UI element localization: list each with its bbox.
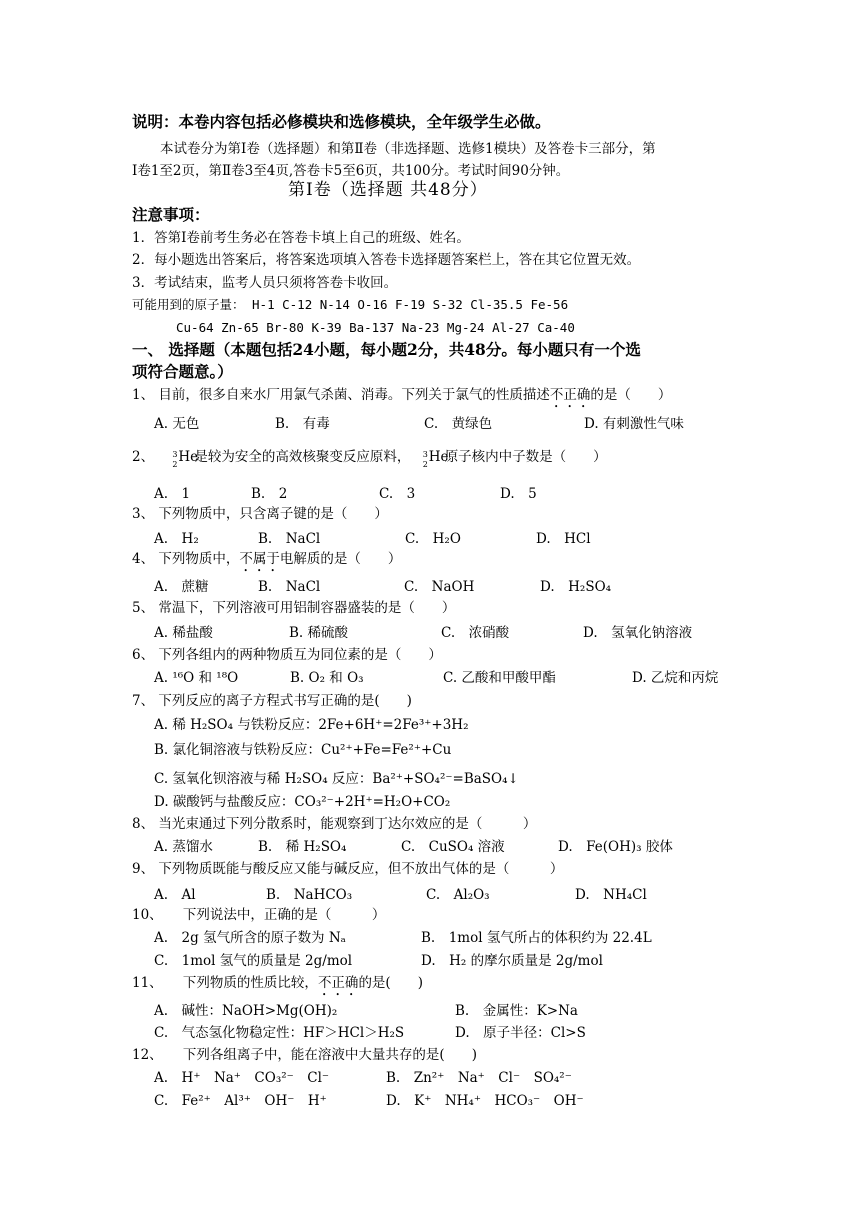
q5-option-d: D. 氢氧化钠溶液 xyxy=(583,625,693,641)
q10-option-b: B. 1mol 氢气所占的体积约为 22.4L xyxy=(421,930,652,946)
atomic-mass-line-2: Cu-64 Zn-65 Br-80 K-39 Ba-137 Na-23 Mg-24 Al-27 Ca-40 xyxy=(176,320,575,335)
question-2 xyxy=(132,448,607,469)
question-12: 12、 下列各组离子中，能在溶液中大量共存的是( ) xyxy=(132,1047,477,1063)
q3-option-c: C. H₂O xyxy=(405,531,461,547)
q6-option-a: A. ¹⁶O 和 ¹⁸O xyxy=(154,670,239,686)
q3-option-a: A. H₂ xyxy=(154,531,199,547)
q2-option-a: A. 1 xyxy=(154,486,191,502)
q12-option-a: A. H⁺ Na⁺ CO₃²⁻ Cl⁻ xyxy=(154,1070,330,1086)
q4-text-end: 电解质的是（ ） xyxy=(279,551,402,567)
q3-option-d: D. HCl xyxy=(536,531,591,547)
q4-option-c: C. NaOH xyxy=(404,579,475,595)
question-1 xyxy=(132,386,671,411)
section-title: 第Ⅰ卷（选择题 共48分） xyxy=(288,180,488,200)
question-11 xyxy=(132,974,423,999)
q8-option-c: C. CuSO₄ 溶液 xyxy=(401,839,505,855)
q7-option-c: C. 氢氧化钡溶液与稀 H₂SO₄ 反应：Ba²⁺+SO₄²⁻=BaSO₄↓ xyxy=(154,771,519,787)
part-one-heading: 一、 选择题（本题包括24小题，每小题2分，共48分。每小题只有一个选 xyxy=(132,340,641,359)
q11-option-d: D. 原子半径：Cl>S xyxy=(455,1025,586,1041)
q7-option-a: A. 稀 H₂SO₄ 与铁粉反应：2Fe+6H⁺=2Fe³⁺+3H₂ xyxy=(154,717,469,733)
question-4 xyxy=(132,550,401,575)
q10-option-a: A. 2g 氢气所含的原子数为 Nₐ xyxy=(154,930,346,946)
q5-option-a: A. 稀盐酸 xyxy=(154,625,213,641)
q4-text: 4、 下列物质中， xyxy=(132,551,240,567)
intro-line-1: 本试卷分为第Ⅰ卷（选择题）和第Ⅱ卷（非选择题、选修1模块）及答卷卡三部分，第 xyxy=(160,141,656,157)
q12-option-c: C. Fe²⁺ Al³⁺ OH⁻ H⁺ xyxy=(154,1093,327,1109)
q1-option-d: D. 有刺激性气味 xyxy=(584,416,684,432)
q5-option-b: B. 稀硫酸 xyxy=(289,625,349,641)
q1-option-c: C. 黄绿色 xyxy=(424,416,493,432)
q4-emphasis: 不属于 xyxy=(239,551,280,567)
q9-option-c: C. Al₂O₃ xyxy=(426,887,490,903)
q10-option-c: C. 1mol 氢气的质量是 2g/mol xyxy=(154,953,353,969)
q1-option-b: B. 有毒 xyxy=(275,416,330,432)
part-one-heading-cont: 项符合题意。） xyxy=(132,362,233,381)
q12-option-b: B. Zn²⁺ Na⁺ Cl⁻ SO₄²⁻ xyxy=(386,1070,572,1086)
q11-text-end: 的是( ) xyxy=(358,975,423,991)
q12-option-d: D. K⁺ NH₄⁺ HCO₃⁻ OH⁻ xyxy=(386,1093,584,1109)
note-line: 说明：本卷内容包括必修模块和选修模块，全年级学生必做。 xyxy=(132,112,551,131)
notice-1: 1．答第Ⅰ卷前考生务必在答卷卡填上自己的班级、姓名。 xyxy=(132,230,470,246)
question-8: 8、 当光束通过下列分散系时，能观察到丁达尔效应的是（ ） xyxy=(132,816,537,832)
q8-option-a: A. 蒸馏水 xyxy=(154,839,213,855)
q2-option-d: D. 5 xyxy=(500,486,537,502)
notice-3: 3．考试结束，监考人员只须将答卷卡收回。 xyxy=(132,275,398,291)
question-6: 6、 下列各组内的两种物质互为同位素的是（ ） xyxy=(132,647,442,663)
q8-option-b: B. 稀 H₂SO₄ xyxy=(258,839,347,855)
q7-option-b: B. 氯化铜溶液与铁粉反应：Cu²⁺+Fe=Fe²⁺+Cu xyxy=(154,742,452,758)
atomic-mass-line-1: 可能用到的原子量： H-1 C-12 N-14 O-16 F-19 S-32 Cl-35.5 Fe-56 xyxy=(132,297,569,312)
q10-option-d: D. H₂ 的摩尔质量是 2g/mol xyxy=(421,953,603,969)
intro-line-2: Ⅰ卷1至2页，第Ⅱ卷3至4页,答卷卡5至6页，共100分。考试时间90分钟。 xyxy=(132,163,570,179)
q2-isotope-2: 3 2 He xyxy=(422,449,449,469)
question-3: 3、 下列物质中，只含离子键的是（ ） xyxy=(132,506,388,522)
q1-text-end: 的是（ ） xyxy=(590,387,672,403)
q11-emphasis: 不正确 xyxy=(317,975,359,991)
q1-emphasis: 不正确 xyxy=(549,387,591,403)
q11-option-c: C. 气态氢化物稳定性：HF＞HCl＞H₂S xyxy=(154,1025,405,1041)
q2-option-b: B. 2 xyxy=(251,486,288,502)
q6-option-b: B. O₂ 和 O₃ xyxy=(290,670,364,686)
question-7: 7、 下列反应的离子方程式书写正确的是( ) xyxy=(132,693,412,709)
q2-isotope: 3 2 He xyxy=(172,449,199,469)
notice-2: 2．每小题选出答案后，将答案选项填入答卷卡选择题答案栏上，答在其它位置无效。 xyxy=(132,252,641,268)
q2-text: 是较为安全的高效核聚变反应原料， xyxy=(194,449,411,465)
q2-number: 2、 xyxy=(132,449,155,465)
q1-option-a: A. 无色 xyxy=(154,416,200,432)
q2-option-c: C. 3 xyxy=(379,486,416,502)
q8-option-d: D. Fe(OH)₃ 胶体 xyxy=(558,839,673,855)
q11-text: 11、 下列物质的性质比较， xyxy=(132,975,318,991)
q3-option-b: B. NaCl xyxy=(258,531,321,547)
question-5: 5、 常温下，下列溶液可用铝制容器盛装的是（ ） xyxy=(132,600,456,616)
q4-option-a: A. 蔗糖 xyxy=(154,579,209,595)
q4-option-d: D. H₂SO₄ xyxy=(540,579,612,595)
q9-option-a: A. Al xyxy=(154,887,196,903)
q9-option-b: B. NaHCO₃ xyxy=(266,887,353,903)
q6-option-d: D. 乙烷和丙烷 xyxy=(632,670,719,686)
q1-text: 1、 目前，很多自来水厂用氯气杀菌、消毒。下列关于氯气的性质描述 xyxy=(132,387,550,403)
q11-option-a: A. 碱性：NaOH>Mg(OH)₂ xyxy=(154,1003,338,1019)
q4-option-b: B. NaCl xyxy=(258,579,321,595)
q7-option-d: D. 碳酸钙与盐酸反应：CO₃²⁻+2H⁺=H₂O+CO₂ xyxy=(154,794,451,810)
q2-text-end: 原子核内中子数是（ ） xyxy=(444,449,607,465)
q9-option-d: D. NH₄Cl xyxy=(575,887,647,903)
q5-option-c: C. 浓硝酸 xyxy=(441,625,510,641)
q6-option-c: C. 乙酸和甲酸甲酯 xyxy=(443,670,556,686)
q11-option-b: B. 金属性：K>Na xyxy=(455,1003,578,1019)
notice-title: 注意事项： xyxy=(132,205,210,224)
question-9: 9、 下列物质既能与酸反应又能与碱反应，但不放出气体的是（ ） xyxy=(132,861,564,877)
question-10: 10、 下列说法中，正确的是（ ） xyxy=(132,907,386,923)
